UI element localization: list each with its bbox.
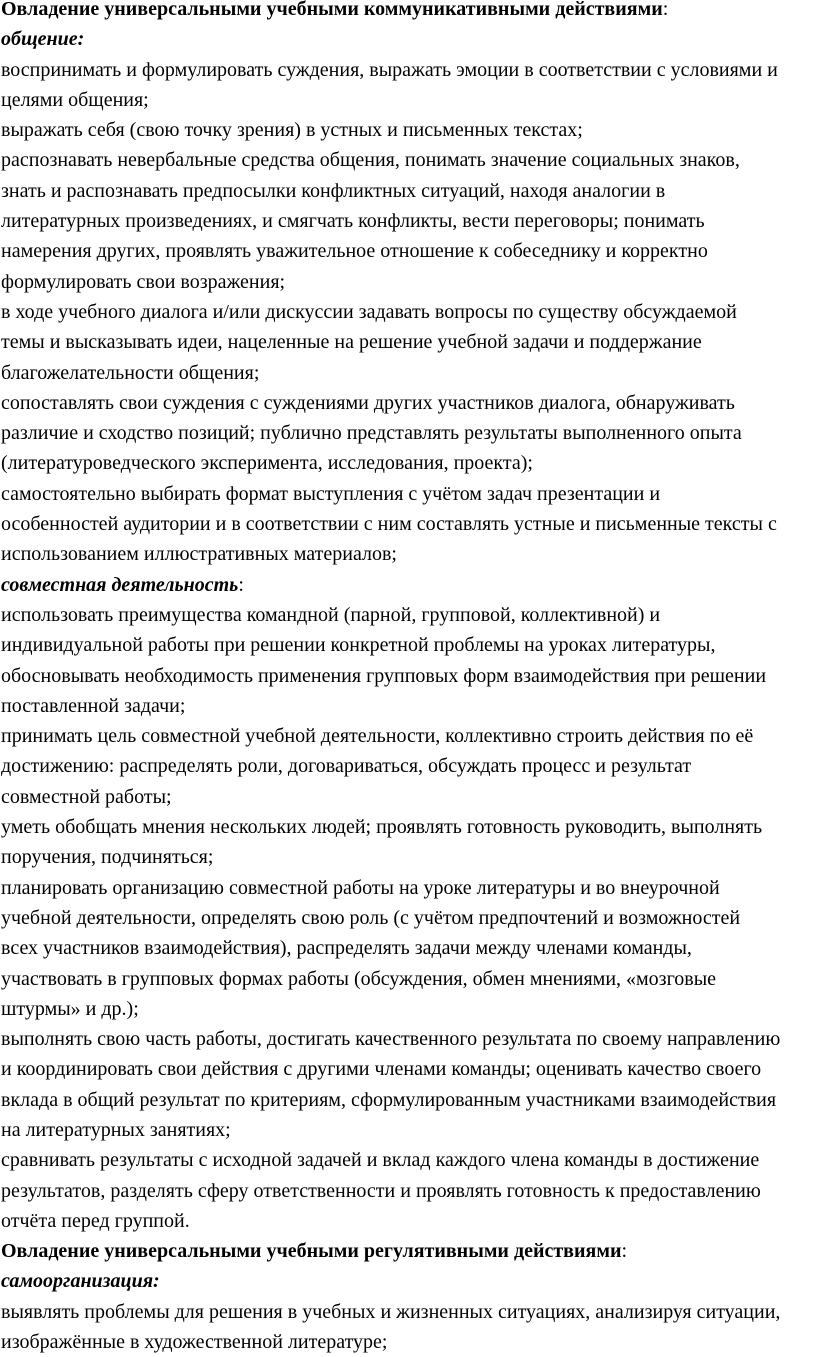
subheading-text: общение: [1,28,85,51]
text-line: сопоставлять свои суждения с суждениями других участников диалога, обнаруживать [1,391,735,414]
section-heading-text: Овладение универсальными учебными регулятивными действиями [1,1240,622,1263]
text-line: сравнивать результаты с исходной задачей и вклад каждого члена команды в достижение [1,1149,760,1172]
section-heading-colon: : [662,0,669,20]
text-line: самостоятельно выбирать формат выступления с учётом задач презентации и [1,482,661,505]
section-heading [1,0,816,24]
subheading [1,570,816,600]
text-line: на литературных занятиях; [1,1118,231,1141]
text-line: и координировать свои действия с другими членами команды; оценивать качество своего [1,1058,762,1081]
text-line: результатов, разделять сферу ответственности и проявлять готовность к предоставлению [1,1179,761,1202]
text-line: выполнять свою часть работы, достигать качественного результата по своему направлению [1,1028,781,1051]
text-line: изображённые в художественной литературе; [1,1331,388,1354]
text-line: целями общения; [1,88,149,111]
section-heading-colon: : [621,1240,628,1263]
text-line: благожелательности общения; [1,361,260,384]
text-line: штурмы» и др.); [1,997,139,1020]
text-line: учебной деятельности, определять свою роль (с учётом предпочтений и возможностей [1,906,741,929]
text-line: индивидуальной работы при решении конкретной проблемы на уроках литературы, [1,634,716,657]
text-line: совместной работы; [1,785,172,808]
text-line: формулировать свои возражения; [1,270,286,293]
text-line: поручения, подчиняться; [1,846,214,869]
text-line: планировать организацию совместной работы на уроке литературы и во внеурочной [1,876,720,899]
text-line: принимать цель совместной учебной деятельности, коллективно строить действия по её [1,725,754,748]
text-line: использованием иллюстративных материалов; [1,543,397,566]
text-line: литературных произведениях, и смягчать конфликты, вести переговоры; понимать [1,210,705,233]
text-line: вклада в общий результат по критериям, сформулированным участниками взаимодействия [1,1088,777,1111]
text-line: темы и высказывать идеи, нацеленные на решение учебной задачи и поддержание [1,331,702,354]
subheading-colon: : [238,573,244,596]
text-line: обосновывать необходимость применения групповых форм взаимодействия при решении [1,664,767,687]
section-heading-text: Овладение универсальными учебными коммуникативными действиями [1,0,663,20]
text-line: использовать преимущества командной (парной, групповой, коллективной) и [1,603,661,626]
text-line: всех участников взаимодействия), распределять задачи между членами команды, [1,937,692,960]
text-line: уметь обобщать мнения нескольких людей; проявлять готовность руководить, выполнять [1,816,763,839]
text-line: распознавать невербальные средства общения, понимать значение социальных знаков, [1,149,740,172]
text-line: особенностей аудитории и в соответствии с ним составлять устные и письменные тексты с [1,513,777,536]
subheading [1,1266,816,1296]
text-line: участвовать в групповых формах работы (обсуждения, обмен мнениями, «мозговые [1,967,717,990]
text-line: (литературоведческого эксперимента, исследования, проекта); [1,452,533,475]
subheading [1,24,816,54]
section-heading [1,1236,816,1266]
text-line: выражать себя (свою точку зрения) в устных и письменных текстах; [1,119,583,142]
text-line: выявлять проблемы для решения в учебных и жизненных ситуациях, анализируя ситуации, [1,1300,781,1323]
text-line: в ходе учебного диалога и/или дискуссии задавать вопросы по существу обсуждаемой [1,300,737,323]
text-line: намерения других, проявлять уважительное отношение к собеседнику и корректно [1,240,708,263]
text-line: отчёта перед группой. [1,1209,190,1232]
text-line: воспринимать и формулировать суждения, выражать эмоции в соответствии с условиями и [1,58,778,81]
text-line: достижению: распределять роли, договариваться, обсуждать процесс и результат [1,755,692,778]
text-line: поставленной задачи; [1,694,186,717]
text-line: различие и сходство позиций; публично представлять результаты выполненного опыта [1,422,742,445]
subheading-text: совместная деятельность [1,573,239,596]
text-line: знать и распознавать предпосылки конфликтных ситуаций, находя аналогии в [1,179,666,202]
subheading-text: самоорганизация: [1,1270,160,1293]
